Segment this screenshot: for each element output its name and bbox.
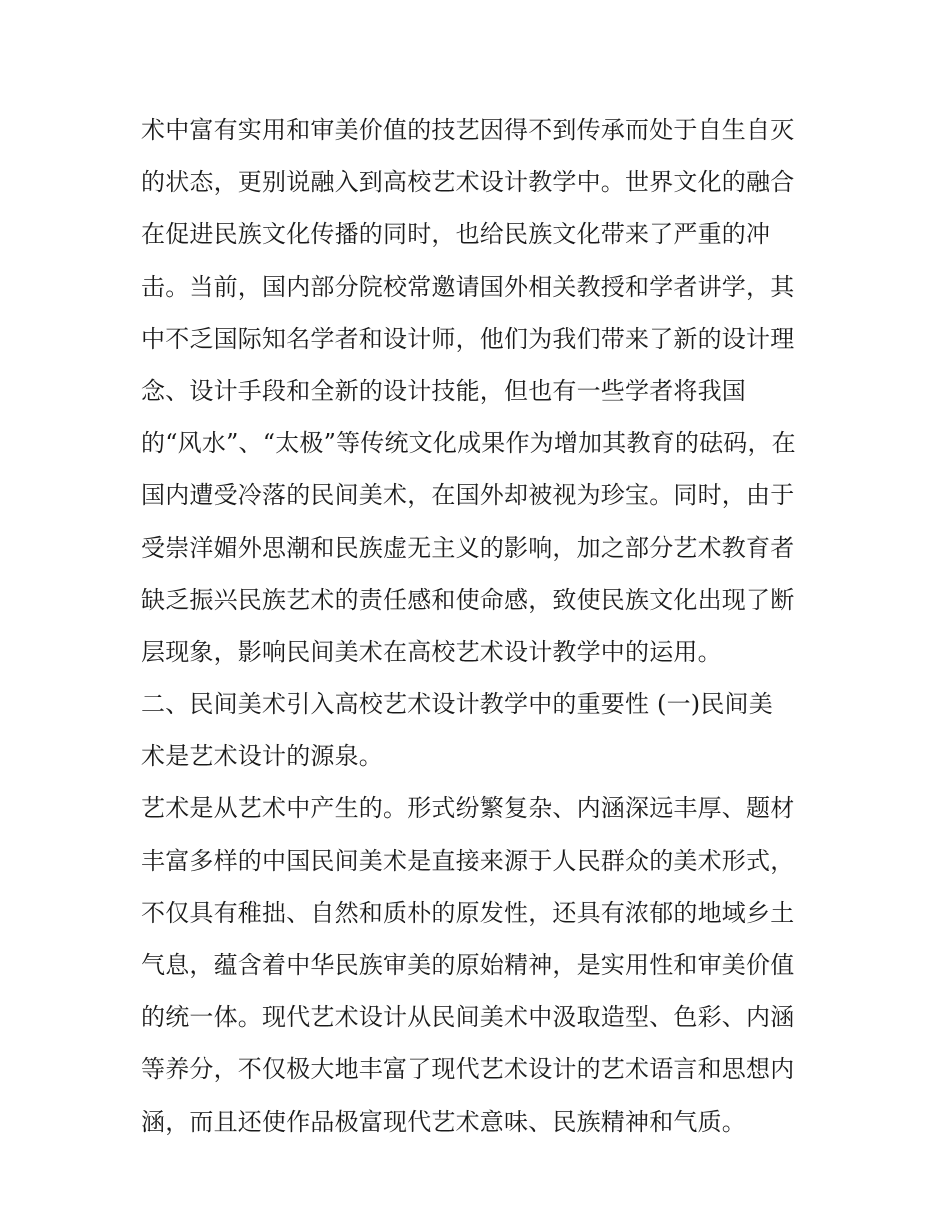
text-line: 的统一体。现代艺术设计从民间美术中汲取造型、色彩、内涵 <box>141 1003 795 1032</box>
text-line: 等养分，不仅极大地丰富了现代艺术设计的艺术语言和思想内 <box>141 1055 795 1084</box>
text-line: 在促进民族文化传播的同时，也给民族文化带来了严重的冲 <box>141 220 771 249</box>
text-line: 术中富有实用和审美价值的技艺因得不到传承而处于自生自灭 <box>141 116 795 144</box>
text-line: 不仅具有稚拙、自然和质朴的原发性，还具有浓郁的地域乡土 <box>141 898 795 927</box>
text-line: 气息，蕴含着中华民族审美的原始精神，是实用性和审美价值 <box>141 951 795 979</box>
section-heading-line: 术是艺术设计的源泉。 <box>141 742 383 771</box>
text-line: 层现象，影响民间美术在高校艺术设计教学中的运用。 <box>141 637 722 666</box>
text-line: 缺乏振兴民族艺术的责任感和使命感，致使民族文化出现了断 <box>141 585 795 614</box>
section-heading-line: 二、民间美术引入高校艺术设计教学中的重要性 (一)民间美 <box>141 690 773 719</box>
body-text <box>141 104 821 1148</box>
text-line: 艺术是从艺术中产生的。形式纷繁复杂、内涵深远丰厚、题材 <box>141 794 795 823</box>
text-line: 念、设计手段和全新的设计技能，但也有一些学者将我国 <box>141 376 746 405</box>
text-line: 中不乏国际知名学者和设计师，他们为我们带来了新的设计理 <box>141 324 795 353</box>
text-line: 的状态，更别说融入到高校艺术设计教学中。世界文化的融合 <box>141 168 795 197</box>
text-line: 丰富多样的中国民间美术是直接来源于人民群众的美术形式， <box>141 846 795 875</box>
text-line: 受崇洋媚外思潮和民族虚无主义的影响，加之部分艺术教育者 <box>141 533 795 562</box>
text-line: 国内遭受冷落的民间美术，在国外却被视为珍宝。同时，由于 <box>141 481 795 510</box>
text-line: 击。当前，国内部分院校常邀请国外相关教授和学者讲学，其 <box>141 272 795 301</box>
text-line: 涵，而且还使作品极富现代艺术意味、民族精神和气质。 <box>141 1107 746 1136</box>
text-line: 的“风水”、“太极”等传统文化成果作为增加其教育的砝码，在 <box>141 429 796 458</box>
